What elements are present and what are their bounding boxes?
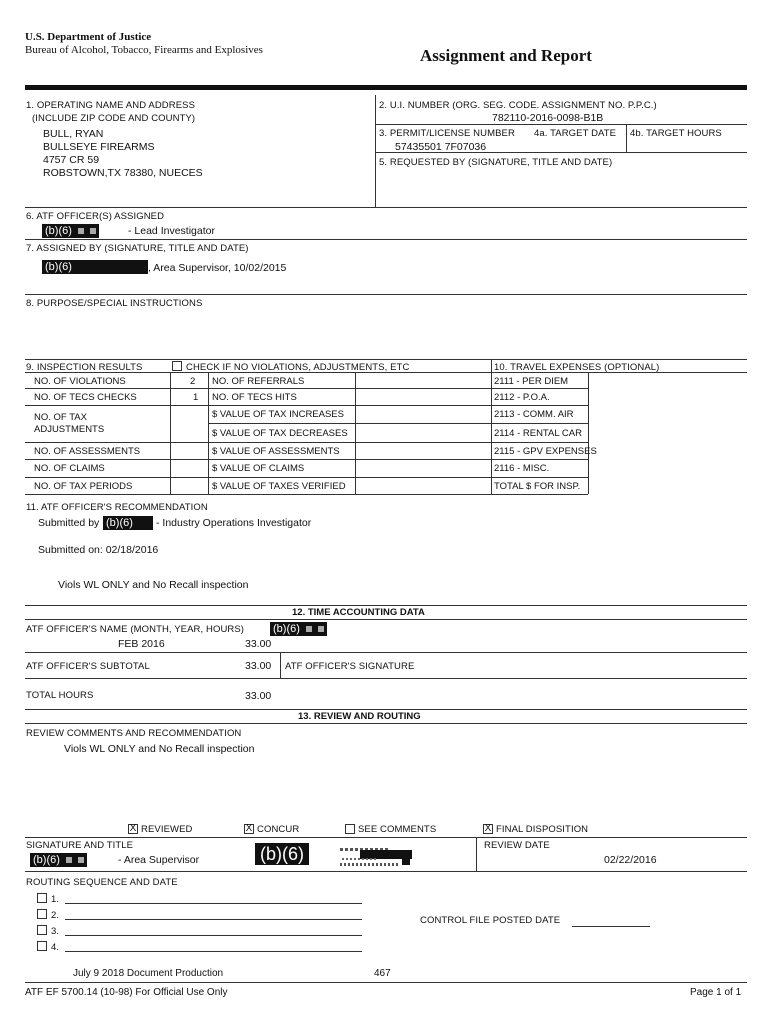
address-line-2: BULLSEYE FIREARMS	[43, 141, 155, 153]
page-indicator: Page 1 of 1	[690, 987, 742, 998]
travel-misc: 2116 - MISC.	[494, 463, 550, 474]
travel-total: TOTAL $ FOR INSP.	[494, 481, 581, 492]
control-file-label: CONTROL FILE POSTED DATE	[420, 915, 561, 926]
tecs-checks-label: NO. OF TECS CHECKS	[34, 392, 137, 403]
routing-checkbox-4[interactable]	[37, 941, 47, 951]
tax-decreases-label: $ VALUE OF TAX DECREASES	[212, 428, 348, 439]
subtotal-label: ATF OFFICER'S SUBTOTAL	[26, 661, 150, 672]
divider	[375, 95, 376, 207]
sec9-label: 9. INSPECTION RESULTS	[26, 362, 143, 373]
review-date-label: REVIEW DATE	[484, 840, 550, 851]
value-claims-label: $ VALUE OF CLAIMS	[212, 463, 305, 474]
submitted-on: Submitted on: 02/18/2016	[38, 544, 159, 556]
sec9-check-label: CHECK IF NO VIOLATIONS, ADJUSTMENTS, ETC	[186, 362, 410, 373]
ui-number: 782110-2016-0098-B1B	[492, 112, 604, 124]
total-hours-label: TOTAL HOURS	[26, 690, 94, 701]
time-month: FEB 2016	[118, 638, 165, 650]
no-violations-checkbox[interactable]	[172, 361, 182, 371]
routing-num-2: 2.	[51, 910, 60, 921]
reviewed-checkbox[interactable]: X	[129, 823, 137, 834]
tax-adjustments-label: NO. OF TAX ADJUSTMENTS	[34, 412, 105, 435]
routing-label: ROUTING SEQUENCE AND DATE	[26, 877, 178, 888]
travel-gpv: 2115 - GPV EXPENSES	[494, 446, 597, 457]
subtotal-value: 33.00	[245, 660, 272, 672]
sec10-label: 10. TRAVEL EXPENSES (OPTIONAL)	[494, 362, 660, 373]
sec5-label: 5. REQUESTED BY (SIGNATURE, TITLE AND DATE)	[379, 157, 613, 168]
officer-comment: Viols WL ONLY and No Recall inspection	[58, 579, 249, 591]
review-date-value: 02/22/2016	[604, 854, 657, 866]
final-disposition-label: FINAL DISPOSITION	[496, 824, 589, 835]
taxes-verified-label: $ VALUE OF TAXES VERIFIED	[212, 481, 346, 492]
routing-num-4: 4.	[51, 942, 60, 953]
signature-title-label: SIGNATURE AND TITLE	[26, 840, 134, 851]
routing-num-3: 3.	[51, 926, 60, 937]
sec7-role: , Area Supervisor, 10/02/2015	[148, 262, 287, 274]
review-comments-label: REVIEW COMMENTS AND RECOMMENDATION	[26, 728, 242, 739]
form-number: ATF EF 5700.14 (10-98) For Official Use Only	[25, 987, 228, 998]
address-line-1: BULL, RYAN	[43, 128, 104, 140]
submitter-role: - Industry Operations Investigator	[156, 517, 312, 529]
sec2-label: 2. U.I. NUMBER (ORG. SEG. CODE. ASSIGNMENT NO. P.P.C.)	[379, 100, 657, 111]
violations-label: NO. OF VIOLATIONS	[34, 376, 126, 387]
digital-signature-block	[340, 846, 450, 870]
redaction-time-officer: (b)(6)	[270, 622, 327, 636]
claims-label: NO. OF CLAIMS	[34, 463, 105, 474]
total-hours-value: 33.00	[245, 690, 272, 702]
sec3-label: 3. PERMIT/LICENSE NUMBER	[379, 128, 515, 139]
referrals-label: NO. OF REFERRALS	[212, 376, 305, 387]
travel-comm-air: 2113 - COMM. AIR	[494, 409, 574, 420]
sec11-label: 11. ATF OFFICER'S RECOMMENDATION	[26, 502, 208, 513]
redaction-assigner: (b)(6)	[42, 260, 148, 274]
reviewer-role: - Area Supervisor	[118, 854, 200, 866]
address-line-3: 4757 CR 59	[43, 154, 100, 166]
signature-label: ATF OFFICER'S SIGNATURE	[285, 661, 415, 672]
assessments-label: NO. OF ASSESSMENTS	[34, 446, 141, 457]
redaction-reviewer: (b)(6)	[30, 853, 87, 867]
routing-num-1: 1.	[51, 894, 60, 905]
sec4b-label: 4b. TARGET HOURS	[630, 128, 722, 139]
permit-number: 57435501 7F07036	[395, 141, 487, 153]
submitted-by-label: Submitted by	[38, 517, 100, 529]
address-line-4: ROBSTOWN,TX 78380, NUECES	[43, 167, 203, 179]
time-hours: 33.00	[245, 638, 272, 650]
final-disposition-checkbox[interactable]: X	[484, 823, 492, 834]
header-rule	[25, 85, 747, 90]
routing-checkbox-2[interactable]	[37, 909, 47, 919]
agency-name: U.S. Department of Justice	[25, 31, 152, 43]
review-comment: Viols WL ONLY and No Recall inspection	[64, 743, 255, 755]
redaction-officer: (b)(6)	[42, 224, 99, 238]
sec7-label: 7. ASSIGNED BY (SIGNATURE, TITLE AND DATE)	[26, 243, 249, 254]
officer-name-label: ATF OFFICER'S NAME (MONTH, YEAR, HOURS)	[26, 624, 245, 635]
production-note: July 9 2018 Document Production	[73, 968, 224, 979]
sec1-label: 1. OPERATING NAME AND ADDRESS	[26, 100, 196, 111]
tax-periods-label: NO. OF TAX PERIODS	[34, 481, 133, 492]
sec12-label: 12. TIME ACCOUNTING DATA	[292, 607, 425, 618]
form-title: Assignment and Report	[420, 46, 592, 65]
sec13-label: 13. REVIEW AND ROUTING	[298, 711, 421, 722]
routing-checkbox-1[interactable]	[37, 893, 47, 903]
tax-increases-label: $ VALUE OF TAX INCREASES	[212, 409, 344, 420]
sec8-label: 8. PURPOSE/SPECIAL INSTRUCTIONS	[26, 298, 203, 309]
travel-rental-car: 2114 - RENTAL CAR	[494, 428, 582, 439]
redaction-submitter: (b)(6)	[103, 516, 153, 530]
see-comments-label: SEE COMMENTS	[358, 824, 437, 835]
see-comments-checkbox[interactable]	[345, 824, 355, 834]
value-assessments-label: $ VALUE OF ASSESSMENTS	[212, 446, 340, 457]
routing-checkbox-3[interactable]	[37, 925, 47, 935]
violations-value: 2	[190, 376, 196, 387]
reviewed-label: REVIEWED	[141, 824, 193, 835]
travel-poa: 2112 - P.O.A.	[494, 392, 550, 403]
concur-checkbox[interactable]: X	[245, 823, 253, 834]
redaction-signature-large: (b)(6)	[255, 843, 309, 865]
tecs-checks-value: 1	[193, 392, 199, 403]
sec6-role: - Lead Investigator	[128, 225, 215, 237]
sec4a-label: 4a. TARGET DATE	[534, 128, 617, 139]
tecs-hits-label: NO. OF TECS HITS	[212, 392, 297, 403]
sec1-sublabel: (INCLUDE ZIP CODE AND COUNTY)	[32, 113, 196, 124]
production-page-number: 467	[374, 968, 391, 979]
bureau-name: Bureau of Alcohol, Tobacco, Firearms and Explosives	[25, 44, 263, 56]
travel-per-diem: 2111 - PER DIEM	[494, 376, 569, 387]
sec6-label: 6. ATF OFFICER(S) ASSIGNED	[26, 211, 165, 222]
concur-label: CONCUR	[257, 824, 300, 835]
